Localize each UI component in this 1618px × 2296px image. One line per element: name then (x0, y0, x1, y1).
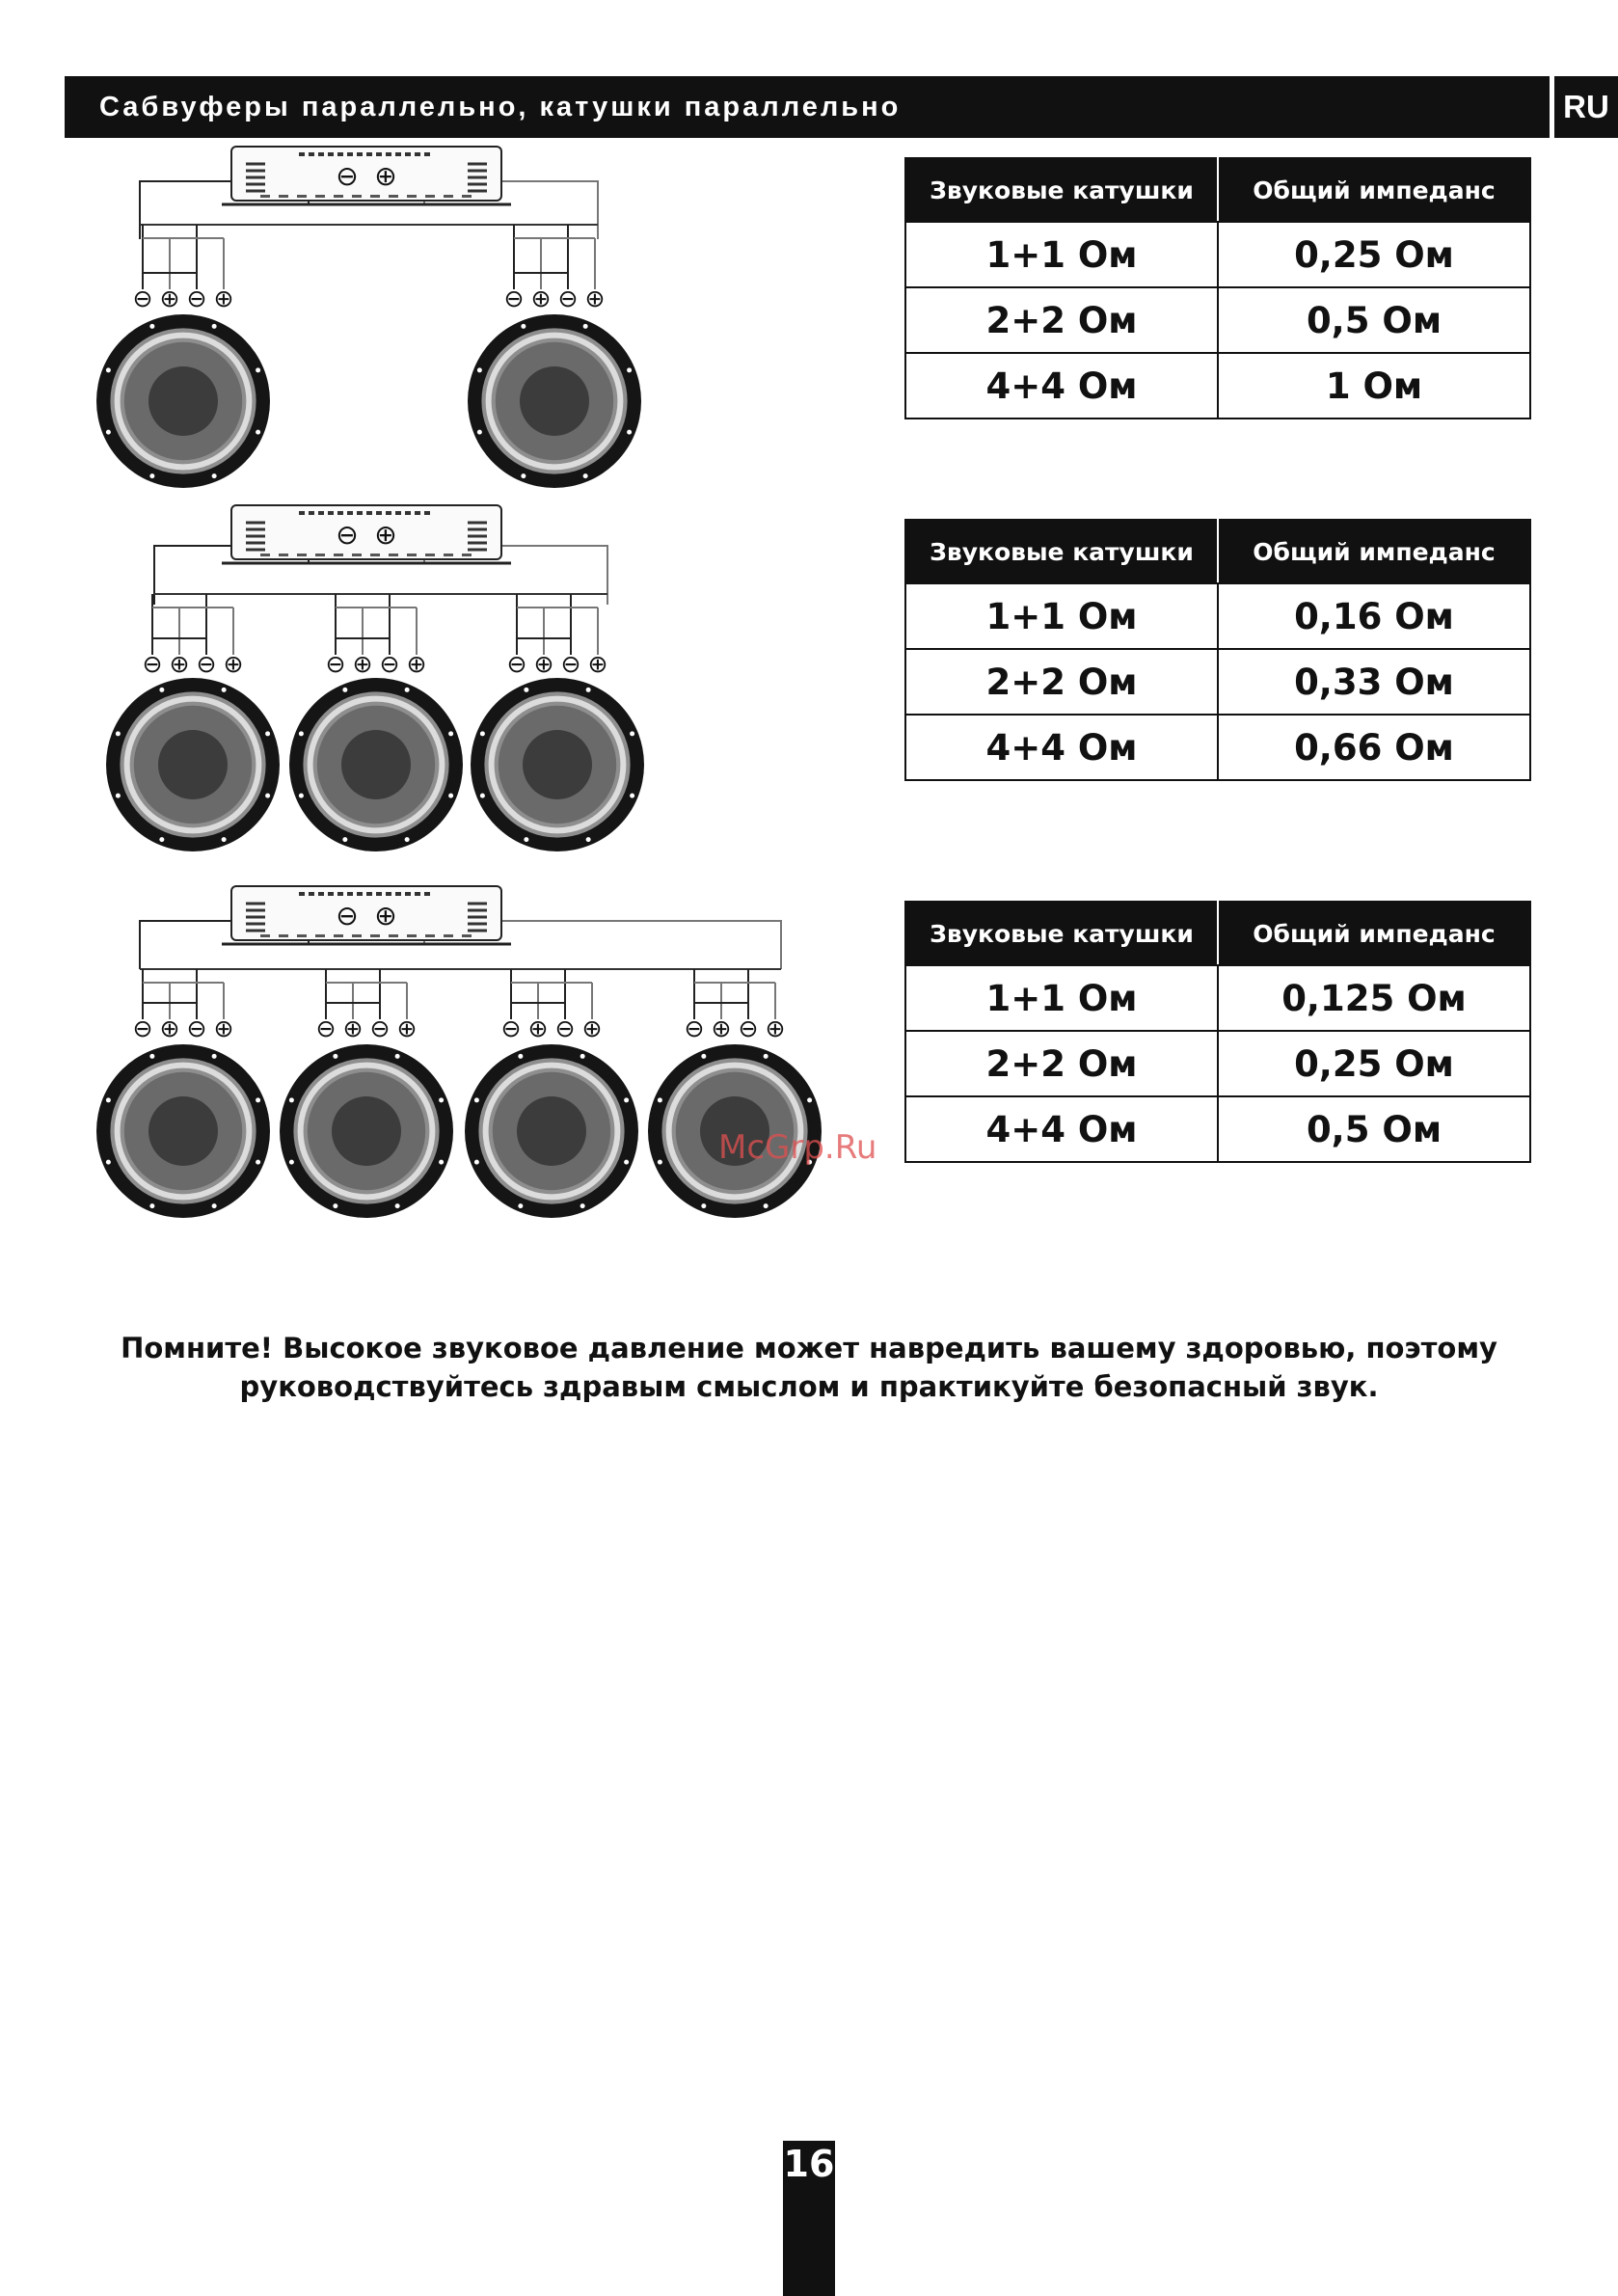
speaker-plus-terminal: ⊕ (169, 650, 190, 678)
subwoofer-screw (658, 1160, 662, 1165)
speaker-plus-terminal: ⊕ (342, 1014, 364, 1042)
subwoofer-screw (106, 430, 111, 435)
amplifier-vent (318, 511, 324, 515)
subwoofer-icon (465, 1044, 638, 1218)
subwoofer-screw (627, 430, 632, 435)
speaker-plus-terminal: ⊕ (396, 1014, 418, 1042)
speaker-minus-terminal: ⊖ (142, 650, 163, 678)
subwoofer-icon (280, 1044, 453, 1218)
column-header-voice-coils: Звуковые катушки (905, 520, 1218, 583)
amplifier-vent (337, 892, 343, 896)
subwoofer-screw (480, 794, 485, 798)
impedance-cell: 0,5 Ом (1218, 287, 1530, 353)
subwoofer-screw (701, 1203, 706, 1208)
subwoofer-screw (333, 1054, 337, 1059)
amplifier-vent (309, 511, 314, 515)
amplifier-vent (376, 892, 382, 896)
speaker-plus-terminal: ⊕ (406, 650, 427, 678)
amplifier-trim (425, 195, 435, 198)
subwoofer-screw (256, 430, 260, 435)
subwoofer-screw (256, 1097, 260, 1102)
subwoofer-screw (149, 324, 154, 329)
impedance-table-3-subwoofers (904, 519, 1531, 781)
subwoofer-dust-cap (517, 1096, 586, 1166)
speaker-plus-terminal: ⊕ (711, 1014, 732, 1042)
amplifier-vent (386, 152, 391, 156)
subwoofer-dust-cap (332, 1096, 401, 1166)
subwoofer-screw (480, 731, 485, 736)
page-title: Сабвуферы параллельно, катушки параллельно (99, 91, 902, 122)
subwoofer-screw (624, 1160, 629, 1165)
amplifier-vent (386, 511, 391, 515)
voice-coil-cell: 1+1 Ом (905, 965, 1218, 1031)
amplifier-trim (370, 554, 380, 556)
speaker-minus-terminal: ⊖ (506, 650, 527, 678)
amplifier-trim (444, 554, 453, 556)
amplifier-vent (299, 892, 305, 896)
subwoofer-screw (524, 837, 528, 842)
speaker-minus-terminal: ⊖ (557, 284, 579, 312)
table-row (905, 583, 1530, 649)
impedance-cell: 0,33 Ом (1218, 649, 1530, 715)
subwoofer-screw (333, 1203, 337, 1208)
amplifier-vent (337, 152, 343, 156)
subwoofer-icon (471, 678, 644, 851)
amplifier-vent (328, 892, 334, 896)
amplifier-trim (444, 195, 453, 198)
table-row (905, 649, 1530, 715)
subwoofer-screw (439, 1097, 444, 1102)
voice-coil-cell: 1+1 Ом (905, 583, 1218, 649)
column-header-total-impedance: Общий импеданс (1218, 902, 1530, 965)
amplifier-vent (299, 511, 305, 515)
impedance-cell: 0,25 Ом (1218, 222, 1530, 287)
amplifier (222, 886, 511, 944)
subwoofer-screw (580, 1203, 585, 1208)
subwoofer-screw (106, 367, 111, 372)
table-row (905, 1031, 1530, 1096)
subwoofer-screw (630, 794, 634, 798)
subwoofer-screw (580, 1054, 585, 1059)
subwoofer-screw (299, 794, 304, 798)
voice-coil-cell: 2+2 Ом (905, 1031, 1218, 1096)
speaker-minus-terminal: ⊖ (369, 1014, 391, 1042)
subwoofer-screw (395, 1054, 400, 1059)
amplifier-trim (389, 934, 398, 937)
speaker-plus-terminal: ⊕ (533, 650, 554, 678)
speaker-plus-terminal: ⊕ (352, 650, 373, 678)
safety-note-line-1: Помните! Высокое звуковое давление может навредить вашему здоровью, поэтому (121, 1332, 1497, 1364)
subwoofer-screw (149, 473, 154, 478)
amplifier-trim (297, 934, 307, 937)
subwoofer-screw (448, 731, 453, 736)
speaker-minus-terminal: ⊖ (379, 650, 400, 678)
subwoofer-screw (289, 1097, 294, 1102)
table-header-row (905, 158, 1530, 222)
impedance-cell: 0,5 Ом (1218, 1096, 1530, 1162)
speaker-plus-terminal: ⊕ (159, 1014, 180, 1042)
voice-coil-cell: 2+2 Ом (905, 649, 1218, 715)
speaker-minus-terminal: ⊖ (325, 650, 346, 678)
subwoofer-dust-cap (148, 366, 218, 436)
subwoofer-screw (256, 367, 260, 372)
voice-coil-cell: 4+4 Ом (905, 353, 1218, 419)
voice-coil-cell: 1+1 Ом (905, 222, 1218, 287)
subwoofer-screw (624, 1097, 629, 1102)
amplifier-trim (444, 934, 453, 937)
wiring-diagram-4-subwoofers (87, 882, 839, 1234)
table-row (905, 287, 1530, 353)
amplifier-trim (315, 195, 325, 198)
speaker-minus-terminal: ⊖ (554, 1014, 576, 1042)
amplifier-trim (297, 195, 307, 198)
amplifier-trim (315, 934, 325, 937)
amplifier-trim (352, 554, 362, 556)
amplifier-vent (347, 511, 353, 515)
amplifier-vent (318, 152, 324, 156)
subwoofer-dust-cap (158, 730, 228, 799)
subwoofer-screw (212, 473, 217, 478)
subwoofer-icon (289, 678, 463, 851)
amplifier-vent (424, 892, 430, 896)
amplifier-trim (352, 195, 362, 198)
speaker-plus-terminal: ⊕ (527, 1014, 549, 1042)
speaker-plus-terminal: ⊕ (213, 284, 234, 312)
column-header-total-impedance: Общий импеданс (1218, 158, 1530, 222)
subwoofer-screw (212, 324, 217, 329)
column-header-total-impedance: Общий импеданс (1218, 520, 1530, 583)
speaker-plus-terminal: ⊕ (765, 1014, 786, 1042)
subwoofer-screw (342, 837, 347, 842)
amplifier-vent (309, 892, 314, 896)
amplifier-minus-terminal: ⊖ (336, 900, 359, 932)
subwoofer-screw (630, 731, 634, 736)
speaker-minus-terminal: ⊖ (315, 1014, 337, 1042)
subwoofer-screw (518, 1054, 523, 1059)
speaker-minus-terminal: ⊖ (738, 1014, 759, 1042)
subwoofer-screw (212, 1054, 217, 1059)
amplifier-vent (395, 892, 401, 896)
amplifier-trim (260, 195, 270, 198)
subwoofer-screw (405, 837, 410, 842)
amplifier-trim (260, 934, 270, 937)
subwoofer-screw (583, 324, 588, 329)
subwoofer-screw (627, 367, 632, 372)
amplifier-trim (352, 934, 362, 937)
subwoofer-screw (477, 367, 482, 372)
subwoofer-screw (439, 1160, 444, 1165)
amplifier-trim (370, 934, 380, 937)
speaker-minus-terminal: ⊖ (186, 1014, 207, 1042)
impedance-cell: 1 Ом (1218, 353, 1530, 419)
wiring-diagram-2-subwoofers (87, 143, 665, 495)
amplifier-trim (334, 934, 343, 937)
amplifier-trim (407, 554, 417, 556)
amplifier-vent (347, 892, 353, 896)
safety-note-line-2: руководствуйтесь здравым смыслом и практикуйте безопасный звук. (239, 1370, 1379, 1403)
amplifier-vent (318, 892, 324, 896)
safety-note (0, 1329, 1618, 1406)
watermark: McGrp.Ru (718, 1128, 877, 1167)
subwoofer-screw (405, 688, 410, 692)
subwoofer-screw (106, 1097, 111, 1102)
subwoofer-screw (474, 1160, 479, 1165)
subwoofer-dust-cap (523, 730, 592, 799)
page-header (65, 76, 1550, 138)
amplifier-vent (347, 152, 353, 156)
amplifier-vent (376, 511, 382, 515)
amplifier-trim (462, 195, 472, 198)
subwoofer-screw (524, 688, 528, 692)
speaker-plus-terminal: ⊕ (213, 1014, 234, 1042)
amplifier-trim (425, 934, 435, 937)
amplifier-vent (424, 511, 430, 515)
amplifier-vent (366, 511, 372, 515)
impedance-table-2-subwoofers (904, 157, 1531, 419)
language-badge: RU (1554, 76, 1618, 138)
amplifier-trim (297, 554, 307, 556)
subwoofer-dust-cap (341, 730, 411, 799)
subwoofer-screw (764, 1054, 769, 1059)
amplifier-vent (405, 511, 411, 515)
table-row (905, 222, 1530, 287)
table-row (905, 715, 1530, 780)
subwoofer-screw (256, 1160, 260, 1165)
table-row (905, 965, 1530, 1031)
amplifier-trim (425, 554, 435, 556)
amplifier (222, 505, 511, 563)
amplifier-trim (334, 554, 343, 556)
amplifier-vent (415, 511, 420, 515)
amplifier-minus-terminal: ⊖ (336, 519, 359, 551)
subwoofer-screw (586, 837, 591, 842)
amplifier-trim (389, 554, 398, 556)
subwoofer-screw (159, 688, 164, 692)
amplifier (222, 147, 511, 204)
speaker-minus-terminal: ⊖ (684, 1014, 705, 1042)
amplifier-vent (424, 152, 430, 156)
subwoofer-screw (518, 1203, 523, 1208)
subwoofer-screw (265, 731, 270, 736)
amplifier-plus-terminal: ⊕ (374, 519, 397, 551)
impedance-cell: 0,66 Ом (1218, 715, 1530, 780)
speaker-plus-terminal: ⊕ (530, 284, 552, 312)
amplifier-trim (407, 195, 417, 198)
amplifier-trim (334, 195, 343, 198)
impedance-cell: 0,16 Ом (1218, 583, 1530, 649)
subwoofer-screw (586, 688, 591, 692)
impedance-cell: 0,25 Ом (1218, 1031, 1530, 1096)
amplifier-trim (279, 195, 288, 198)
subwoofer-screw (149, 1203, 154, 1208)
subwoofer-screw (289, 1160, 294, 1165)
subwoofer-screw (212, 1203, 217, 1208)
speaker-plus-terminal: ⊕ (159, 284, 180, 312)
amplifier-trim (462, 554, 472, 556)
amplifier-trim (370, 195, 380, 198)
subwoofer-screw (116, 794, 121, 798)
amplifier-vent (395, 152, 401, 156)
speaker-minus-terminal: ⊖ (503, 284, 525, 312)
subwoofer-screw (448, 794, 453, 798)
amplifier-trim (279, 934, 288, 937)
voice-coil-cell: 2+2 Ом (905, 287, 1218, 353)
subwoofer-icon (106, 678, 280, 851)
subwoofer-icon (96, 1044, 270, 1218)
amplifier-vent (366, 892, 372, 896)
subwoofer-screw (299, 731, 304, 736)
amplifier-vent (357, 152, 363, 156)
amplifier-trim (389, 195, 398, 198)
speaker-minus-terminal: ⊖ (500, 1014, 522, 1042)
amplifier-vent (357, 892, 363, 896)
voice-coil-cell: 4+4 Ом (905, 1096, 1218, 1162)
impedance-table-4-subwoofers (904, 901, 1531, 1163)
subwoofer-screw (159, 837, 164, 842)
subwoofer-icon (96, 314, 270, 488)
speaker-minus-terminal: ⊖ (186, 284, 207, 312)
subwoofer-screw (583, 473, 588, 478)
subwoofer-screw (658, 1097, 662, 1102)
table-row (905, 353, 1530, 419)
amplifier-vent (395, 511, 401, 515)
amplifier-vent (376, 152, 382, 156)
amplifier-vent (386, 892, 391, 896)
amplifier-plus-terminal: ⊕ (374, 160, 397, 192)
speaker-minus-terminal: ⊖ (196, 650, 217, 678)
subwoofer-screw (477, 430, 482, 435)
amplifier-trim (462, 934, 472, 937)
speaker-minus-terminal: ⊖ (560, 650, 581, 678)
impedance-cell: 0,125 Ом (1218, 965, 1530, 1031)
subwoofer-icon (468, 314, 641, 488)
subwoofer-screw (807, 1097, 812, 1102)
speaker-minus-terminal: ⊖ (132, 1014, 153, 1042)
amplifier-vent (328, 511, 334, 515)
table-header-row (905, 902, 1530, 965)
amplifier-minus-terminal: ⊖ (336, 160, 359, 192)
amplifier-vent (328, 152, 334, 156)
subwoofer-screw (395, 1203, 400, 1208)
amplifier-trim (407, 934, 417, 937)
amplifier-vent (337, 511, 343, 515)
amplifier-vent (366, 152, 372, 156)
wiring-diagram-3-subwoofers (96, 501, 675, 858)
amplifier-vent (405, 892, 411, 896)
amplifier-vent (415, 892, 420, 896)
amplifier-trim (279, 554, 288, 556)
subwoofer-screw (474, 1097, 479, 1102)
subwoofer-screw (106, 1160, 111, 1165)
subwoofer-screw (521, 473, 526, 478)
speaker-minus-terminal: ⊖ (132, 284, 153, 312)
speaker-plus-terminal: ⊕ (223, 650, 244, 678)
amplifier-vent (405, 152, 411, 156)
speaker-plus-terminal: ⊕ (581, 1014, 603, 1042)
amplifier-plus-terminal: ⊕ (374, 900, 397, 932)
amplifier-trim (315, 554, 325, 556)
subwoofer-dust-cap (520, 366, 589, 436)
table-row (905, 1096, 1530, 1162)
subwoofer-screw (342, 688, 347, 692)
subwoofer-screw (222, 837, 227, 842)
page-number: 16 (783, 2141, 835, 2296)
subwoofer-screw (701, 1054, 706, 1059)
subwoofer-screw (764, 1203, 769, 1208)
subwoofer-screw (222, 688, 227, 692)
subwoofer-screw (116, 731, 121, 736)
amplifier-vent (309, 152, 314, 156)
amplifier-trim (260, 554, 270, 556)
amplifier-vent (299, 152, 305, 156)
subwoofer-screw (265, 794, 270, 798)
subwoofer-screw (521, 324, 526, 329)
speaker-plus-terminal: ⊕ (587, 650, 608, 678)
amplifier-vent (415, 152, 420, 156)
amplifier-vent (357, 511, 363, 515)
column-header-voice-coils: Звуковые катушки (905, 902, 1218, 965)
speaker-plus-terminal: ⊕ (584, 284, 606, 312)
subwoofer-screw (149, 1054, 154, 1059)
subwoofer-dust-cap (148, 1096, 218, 1166)
column-header-voice-coils: Звуковые катушки (905, 158, 1218, 222)
voice-coil-cell: 4+4 Ом (905, 715, 1218, 780)
table-header-row (905, 520, 1530, 583)
